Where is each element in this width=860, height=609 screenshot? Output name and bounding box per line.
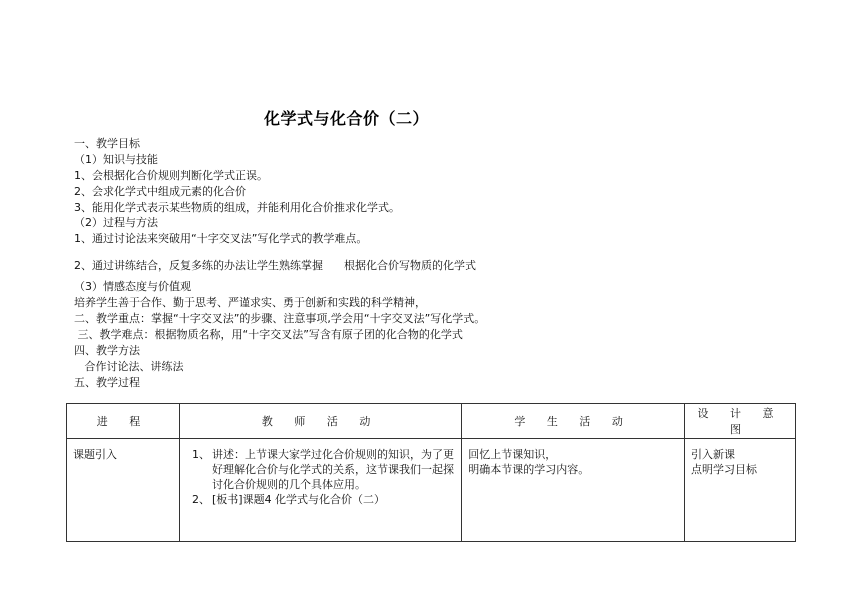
cell-student-activity (462, 439, 685, 542)
cell-stage: 课题引入 (67, 439, 180, 542)
teacher-step (186, 492, 455, 507)
subsection-attitude-heading: （3）情感态度与价值观 (74, 280, 191, 293)
cell-design-intent (684, 439, 795, 542)
header-stage: 进 程 (67, 404, 180, 439)
objective-line: 3、能用化学式表示某些物质的组成，并能利用化合价推求化学式。 (74, 201, 400, 214)
subsection-knowledge-heading: （1）知识与技能 (74, 153, 158, 166)
teacher-step (186, 447, 455, 492)
section-method-heading: 四、教学方法 (74, 344, 140, 357)
table-header-row (67, 404, 796, 439)
teaching-difficulty-line: 三、教学难点：根据物质名称，用“十字交叉法”写含有原子团的化合物的化学式 (74, 328, 463, 341)
header-student-activity: 学 生 活 动 (462, 404, 685, 439)
step-number: 1、 (191, 448, 210, 461)
step-number: 2、 (191, 493, 210, 506)
objective-line: 1、通过讨论法来突破用“十字交叉法”写化学式的教学难点。 (74, 232, 368, 245)
objective-line: 1、会根据化合价规则判断化学式正误。 (74, 169, 268, 182)
method-line: 合作讨论法、讲练法 (74, 360, 184, 373)
teaching-process-table (66, 403, 796, 542)
step-text: 讲述：上节课大家学过化合价规则的知识，为了更好理解化合价与化学式的关系，这节课我们一起探讨化合价规则的几个具体应用。 (211, 448, 454, 491)
student-line: 明确本节课的学习内容。 (468, 463, 590, 476)
table-row (67, 439, 796, 542)
teaching-focus-line: 二、教学重点：掌握“十字交叉法”的步骤、注意事项,学会用“十字交叉法”写化学式。 (74, 312, 486, 325)
subsection-process-heading: （2）过程与方法 (74, 216, 158, 229)
objective-line: 2、会求化学式中组成元素的化合价 (74, 185, 246, 198)
header-design-intent: 设 计 意 图 (684, 404, 795, 439)
step-text: [板书]课题4 化学式与化合价（二） (211, 493, 386, 506)
objective-line: 培养学生善于合作、勤于思考、严谨求实、勇于创新和实践的科学精神， (74, 296, 426, 309)
objective-line: 2、通过讲练结合，反复多练的办法让学生熟练掌握 根据化合价写物质的化学式 (74, 259, 476, 272)
section-objectives-heading: 一、教学目标 (74, 137, 140, 150)
design-line: 点明学习目标 (690, 463, 757, 476)
cell-teacher-activity (179, 439, 461, 542)
design-line: 引入新课 (690, 448, 735, 461)
student-line: 回忆上节课知识， (468, 448, 557, 461)
document-title: 化学式与化合价（二） (264, 109, 430, 128)
section-process-heading: 五、教学过程 (74, 376, 140, 389)
header-teacher-activity: 教 师 活 动 (179, 404, 461, 439)
